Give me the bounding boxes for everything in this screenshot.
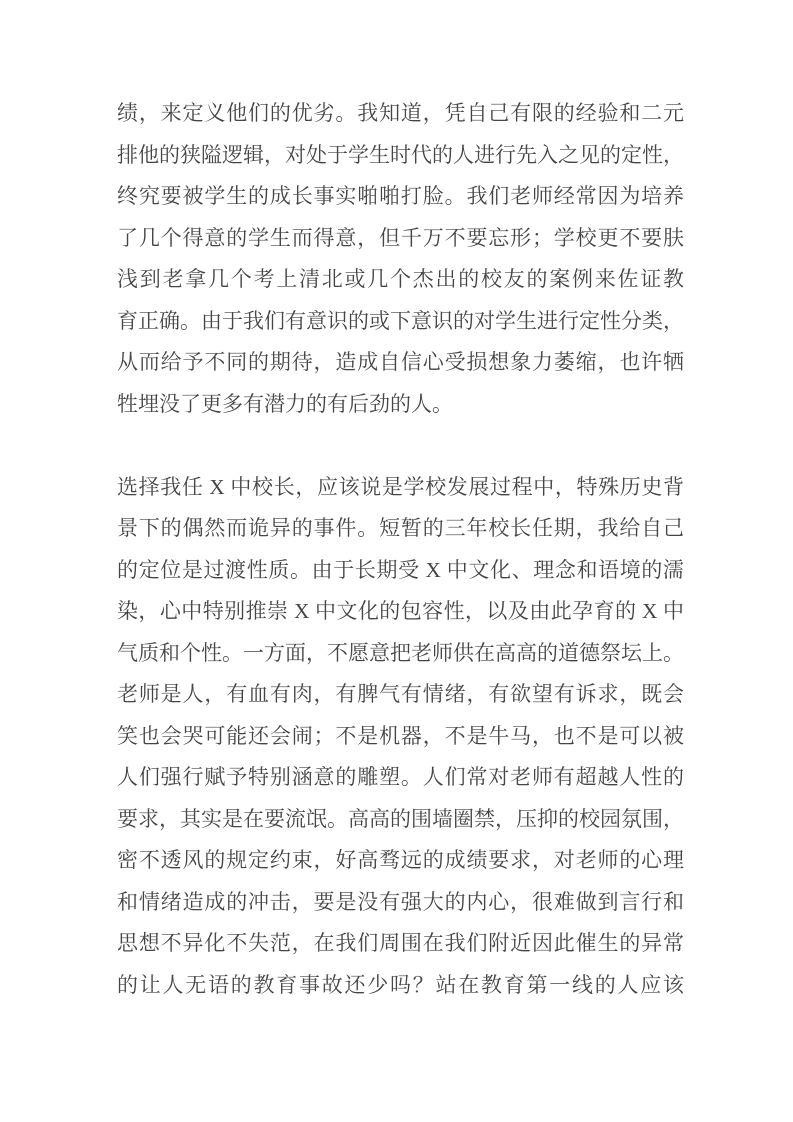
paragraph-gap [117,425,684,467]
paragraph-2 [117,467,684,1007]
text-line: 浅到老拿几个考上清北或几个杰出的校友的案例来佐证教 [117,267,684,291]
text-line: 景下的偶然而诡异的事件。短暂的三年校长任期，我给自己 [117,516,684,540]
text-line: 选择我任 X 中校长，应该说是学校发展过程中，特殊历史背 [117,474,684,499]
text-line: 老师是人，有血有肉，有脾气有情绪，有欲望有诉求，既会 [117,682,684,706]
text-line: 笑也会哭可能还会闹；不是机器，不是牛马，也不是可以被 [117,723,684,748]
text-line: 的让人无语的教育事故还少吗？站在教育第一线的人应该 [117,972,684,997]
text-line: 人们强行赋予特别涵意的雕塑。人们常对老师有超越人性的 [117,765,684,789]
text-line: 密不透风的规定约束，好高骛远的成绩要求，对老师的心理 [117,848,684,872]
text-line: 排他的狭隘逻辑，对处于学生时代的人进行先入之见的定性， [117,142,684,167]
text-line: 思想不异化不失范，在我们周围在我们附近因此催生的异常 [117,931,684,955]
text-line: 要求，其实是在要流氓。高高的围墙圈禁，压抑的校园氛围， [117,806,684,831]
text-line: 牲埋没了更多有潜力的有后劲的人。 [117,391,453,416]
text-line: 气质和个性。一方面，不愿意把老师供在高高的道德祭坛上。 [117,640,684,665]
text-line: 从而给予不同的期待，造成自信心受损想象力萎缩，也许牺 [117,350,684,374]
text-line: 绩，来定义他们的优劣。我知道，凭自己有限的经验和二元 [117,101,684,125]
text-line: 终究要被学生的成长事实啪啪打脸。我们老师经常因为培养 [117,184,684,208]
paragraph-1 [117,93,684,425]
text-line: 了几个得意的学生而得意，但千万不要忘形；学校更不要肤 [117,225,684,250]
text-line: 染，心中特别推崇 X 中文化的包容性，以及由此孕育的 X 中 [117,599,684,623]
text-line: 育正确。由于我们有意识的或下意识的对学生进行定性分类， [117,308,684,333]
text-block [117,93,684,1006]
text-line: 和情绪造成的冲击，要是没有强大的内心，很难做到言行和 [117,889,684,914]
text-line: 的定位是过渡性质。由于长期受 X 中文化、理念和语境的濡 [117,557,684,582]
